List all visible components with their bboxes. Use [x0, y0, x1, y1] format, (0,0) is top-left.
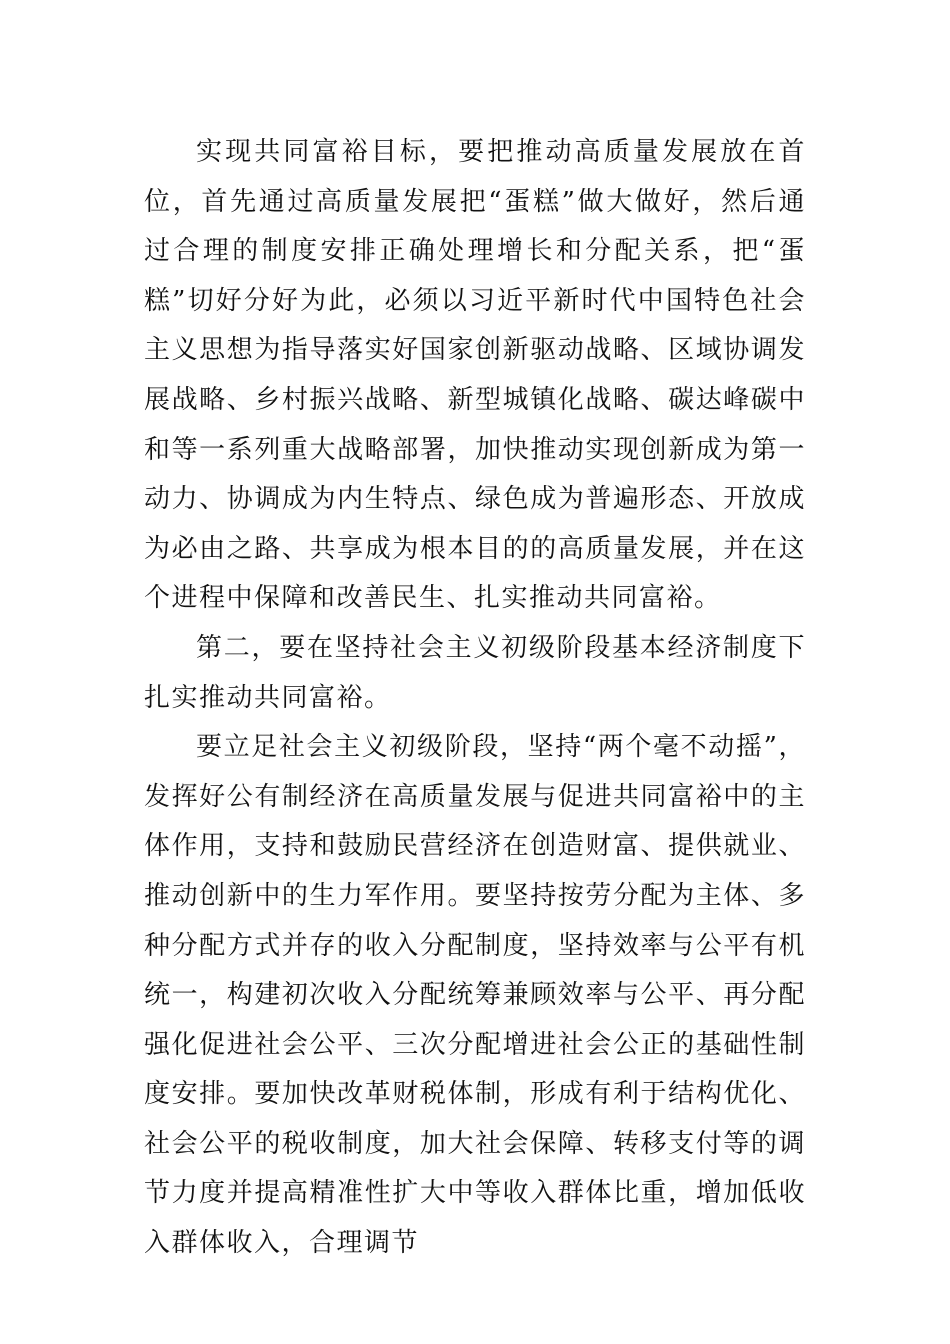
paragraph-second-point-heading: 第二，要在坚持社会主义初级阶段基本经济制度下扎实推动共同富裕。	[144, 632, 806, 713]
paragraph-common-prosperity-goal: 实现共同富裕目标，要把推动高质量发展放在首位，首先通过高质量发展把“蛋糕”做大做好，然后通过合理的制度安排正确处理增长和分配关系，把“蛋糕”切好分好为此，必须以习近平新时代中国特色社会主义思想为指导落实好国家创新驱动战略、区域协调发展战略、乡村振兴战略、新型城镇化战略、碳达峰碳中和等一系列重大战略部署，加快推动实现创新成为第一动力、协调成为内生特点、绿色成为普遍形态、开放成为必由之路、共享成为根本目的的高质量发展，并在这个进程中保障和改善民生、扎实推动共同富裕。	[144, 137, 806, 614]
paragraph-basic-economic-system: 要立足社会主义初级阶段，坚持“两个毫不动摇”，发挥好公有制经济在高质量发展与促进共同富裕中的主体作用，支持和鼓励民营经济在创造财富、提供就业、推动创新中的生力军作用。要坚持按劳分配为主体、多种分配方式并存的收入分配制度，坚持效率与公平有机统一，构建初次收入分配统筹兼顾效率与公平、再分配强化促进社会公平、三次分配增进社会公正的基础性制度安排。要加快改革财税体制，形成有利于结构优化、社会公平的税收制度，加大社会保障、转移支付等的调节力度并提高精准性扩大中等收入群体比重，增加低收入群体收入，合理调节	[144, 732, 806, 1259]
document-body	[144, 128, 806, 1269]
